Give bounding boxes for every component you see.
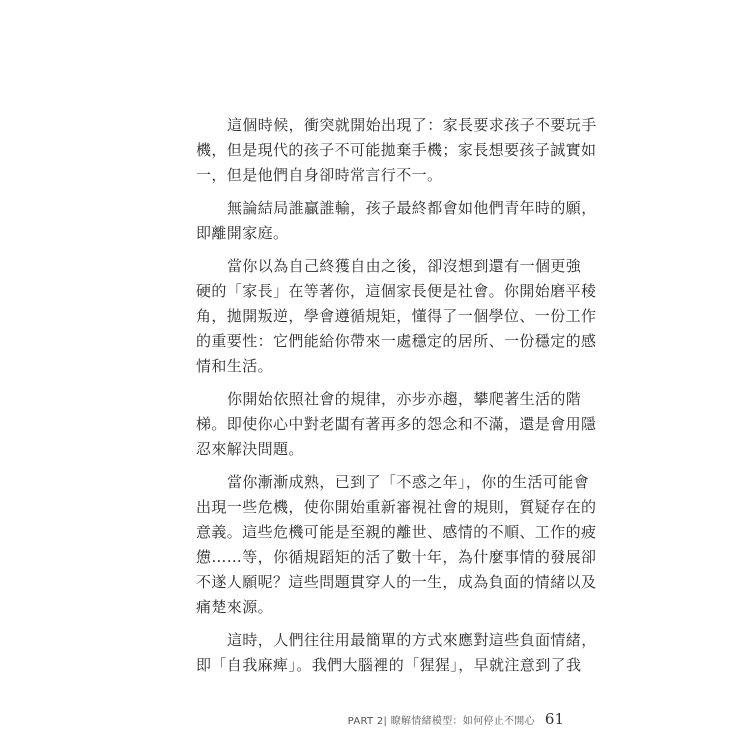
text-line: 憊……等，你循規蹈矩的活了數十年，為什麼事情的發展卻: [196, 548, 597, 566]
paragraph: [196, 628, 597, 678]
paragraph: [196, 254, 597, 379]
text-line: 即「自我麻痺」。我們大腦裡的「猩猩」，早就注意到了我: [196, 656, 582, 674]
text-line: 忍來解決問題。: [196, 440, 304, 458]
text-line: 即離開家庭。: [196, 224, 289, 242]
text-line: 不遂人願呢？這些問題貫穿人的一生，成為負面的情緒以及: [196, 573, 597, 591]
paragraph: [196, 113, 597, 188]
page-number: 61: [544, 710, 564, 728]
text-line: 當你漸漸成熟，已到了「不惑之年」，你的生活可能會: [227, 473, 590, 491]
text-line: 你開始依照社會的規律，亦步亦趨，攀爬著生活的階: [227, 390, 582, 408]
text-line: 出現一些危機，使你開始重新審視社會的規則，質疑存在的: [196, 498, 597, 516]
text-line: 無論結局誰贏誰輸，孩子最終都會如他們青年時的願，: [227, 199, 597, 217]
text-line: 梯。即使你心中對老闆有著再多的怨念和不滿，還是會用隱: [196, 415, 597, 433]
text-line: 情和生活。: [196, 357, 274, 375]
paragraph: [196, 387, 597, 462]
text-line: 機，但是現代的孩子不可能拋棄手機；家長想要孩子誠實如: [196, 141, 597, 159]
text-line: 這個時候，衝突就開始出現了：家長要求孩子不要玩手: [227, 116, 597, 134]
text-line: 硬的「家長」在等著你，這個家長便是社會。你開始磨平稜: [196, 282, 597, 300]
text-line: 的重要性：它們能給你帶來一處穩定的居所、一份穩定的感: [196, 332, 597, 350]
text-line: 當你以為自己終獲自由之後，卻沒想到還有一個更強: [227, 257, 582, 275]
page-footer: [348, 710, 564, 732]
text-line: 這時，人們往往用最簡單的方式來應對這些負面情緒，: [227, 631, 597, 649]
paragraph: [196, 196, 597, 246]
running-head: PART 2| 瞭解情緒模型：如何停止不開心: [347, 716, 535, 727]
text-line: 角，拋開叛逆，學會遵循規矩，懂得了一個學位、一份工作: [196, 307, 597, 325]
text-line: 意義。這些危機可能是至親的離世、感情的不順、工作的疲: [196, 523, 597, 541]
body-text: [196, 113, 597, 686]
paragraph: [196, 470, 597, 620]
text-line: 痛楚來源。: [196, 598, 274, 616]
text-line: 一，但是他們自身卻時常言行不一。: [196, 166, 443, 184]
